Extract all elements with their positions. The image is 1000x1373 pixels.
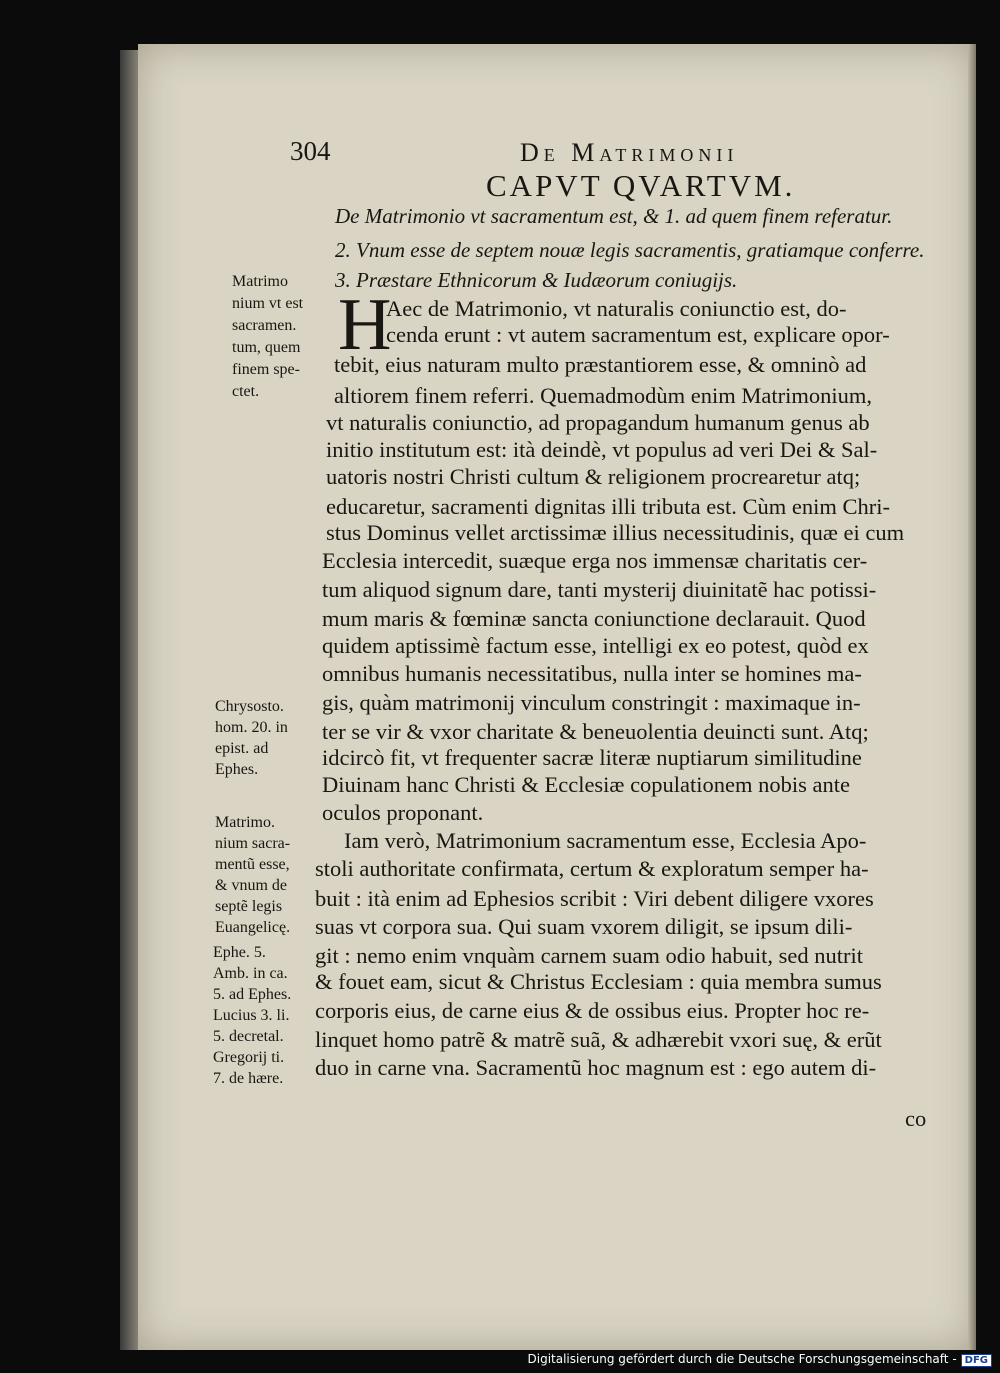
margin-note-line: nium vt est — [232, 295, 304, 312]
page-number: 304 — [290, 136, 331, 166]
margin-note-line: ctet. — [232, 383, 260, 400]
margin-note-line: tum, quem — [232, 339, 301, 356]
body-line: omnibus humanis necessitatibus, nulla inter se homines ma- — [322, 661, 862, 686]
chapter-summary-line: 2. Vnum esse de septem nouæ legis sacramentis, gratiamque conferre. — [335, 238, 925, 262]
footer-text: Digitalisierung gefördert durch die Deutsche Forschungsgemeinschaft - — [527, 1352, 957, 1366]
margin-note-line: 5. decretal. — [213, 1028, 284, 1045]
body-line: stus Dominus vellet arctissimæ illius necessitudinis, quæ ei cum — [326, 520, 905, 545]
chapter-title: CAPVT QVARTVM. — [486, 168, 796, 203]
body-line: idcircò fit, vt frequenter sacræ literæ nuptiarum similitudine — [322, 745, 862, 770]
running-head: De Matrimonii — [520, 138, 739, 167]
body-line: mum maris & fœminæ sancta coniunctione declarauit. Quod — [322, 606, 866, 631]
body-line: initio institutum est: ità deindè, vt populus ad veri Dei & Sal- — [326, 437, 878, 462]
drop-cap: H — [338, 284, 392, 366]
chapter-summary-line: De Matrimonio vt sacramentum est, & 1. ad quem finem referatur. — [335, 204, 893, 228]
body-line: duo in carne vna. Sacramentũ hoc magnum est : ego autem di- — [315, 1055, 877, 1080]
margin-note-line: Matrimo — [232, 273, 288, 290]
margin-note-line: Matrimo. — [215, 814, 275, 831]
body-line: tebit, eius naturam multo præstantiorem esse, & omninò ad — [334, 352, 867, 377]
margin-note-line: Amb. in ca. — [213, 965, 288, 982]
body-line: gis, quàm matrimonij vinculum constringit : maximaque in- — [322, 690, 861, 715]
body-line: vt naturalis coniunctio, ad propagandum humanum genus ab — [326, 410, 870, 435]
chapter-summary-line: 3. Præstare Ethnicorum & Iudæorum coniugijs. — [335, 268, 738, 292]
body-line: Diuinam hanc Christi & Ecclesiæ copulationem nobis ante — [322, 772, 851, 797]
body-line: altiorem finem referri. Quemadmodùm enim Matrimonium, — [334, 383, 872, 408]
body-line: linquet homo patrẽ & matrẽ suã, & adhærebit vxori suę, & erũt — [315, 1027, 882, 1052]
margin-note-line: septẽ legis — [215, 898, 283, 915]
body-line: educaretur, sacramenti dignitas illi tributa est. Cùm enim Chri- — [326, 494, 890, 519]
margin-note-line: Euangelicę. — [215, 919, 291, 936]
margin-note-line: Chrysosto. — [215, 698, 284, 715]
margin-note-line: epist. ad — [215, 740, 269, 757]
body-line: & fouet eam, sicut & Christus Ecclesiam : quia membra sumus — [315, 969, 882, 994]
body-line: Aec de Matrimonio, vt naturalis coniunctio est, do- — [386, 296, 847, 321]
body-line: Iam verò, Matrimonium sacramentum esse, Ecclesia Apo- — [344, 828, 867, 853]
body-line: oculos proponant. — [322, 800, 484, 825]
margin-note-line: sacramen. — [232, 317, 297, 334]
body-line: uatoris nostri Christi cultum & religionem procrearetur atq; — [326, 464, 861, 489]
body-line: ter se vir & vxor charitate & beneuolentia deuincti sunt. Atq; — [322, 719, 869, 744]
body-line: Ecclesia intercedit, suæque erga nos immensæ charitatis cer- — [322, 548, 868, 573]
digitization-footer — [528, 1352, 993, 1367]
body-line: quidem aptissimè factum esse, intelligi ex eo potest, quòd ex — [322, 633, 869, 658]
margin-note-line: & vnum de — [215, 877, 287, 894]
book-spine-shadow — [120, 50, 140, 1350]
body-line: stoli authoritate confirmata, certum & exploratum semper ha- — [315, 856, 869, 881]
margin-note-line: Ephes. — [215, 761, 259, 778]
body-line: suas vt corpora sua. Qui suam vxorem diligit, se ipsum dili- — [315, 914, 853, 939]
margin-note-line: Ephe. 5. — [213, 944, 266, 961]
margin-note-line: mentũ esse, — [215, 856, 290, 873]
margin-note-line: Gregorij ti. — [213, 1049, 285, 1066]
body-line: git : nemo enim vnquàm carnem suam odio habuit, sed nutrit — [315, 943, 864, 968]
margin-note-line: nium sacra- — [215, 835, 291, 852]
dfg-logo: DFG — [961, 1354, 992, 1367]
body-line: tum aliquod signum dare, tanti mysterij diuinitatẽ hac potissi- — [322, 577, 877, 602]
body-line: corporis eius, de carne eius & de ossibus eius. Propter hoc re- — [315, 998, 870, 1023]
margin-note-line: 7. de hære. — [213, 1070, 284, 1087]
page-edge — [968, 44, 976, 1350]
body-line: cenda erunt : vt autem sacramentum est, explicare opor- — [386, 322, 890, 347]
margin-note-line: finem spe- — [232, 361, 300, 378]
margin-note-line: Lucius 3. li. — [213, 1007, 290, 1024]
catchword: co — [905, 1106, 927, 1131]
body-line: buit : ità enim ad Ephesios scribit : Viri debent diligere vxores — [315, 886, 874, 911]
margin-note-line: hom. 20. in — [215, 719, 288, 736]
margin-note-line: 5. ad Ephes. — [213, 986, 292, 1003]
